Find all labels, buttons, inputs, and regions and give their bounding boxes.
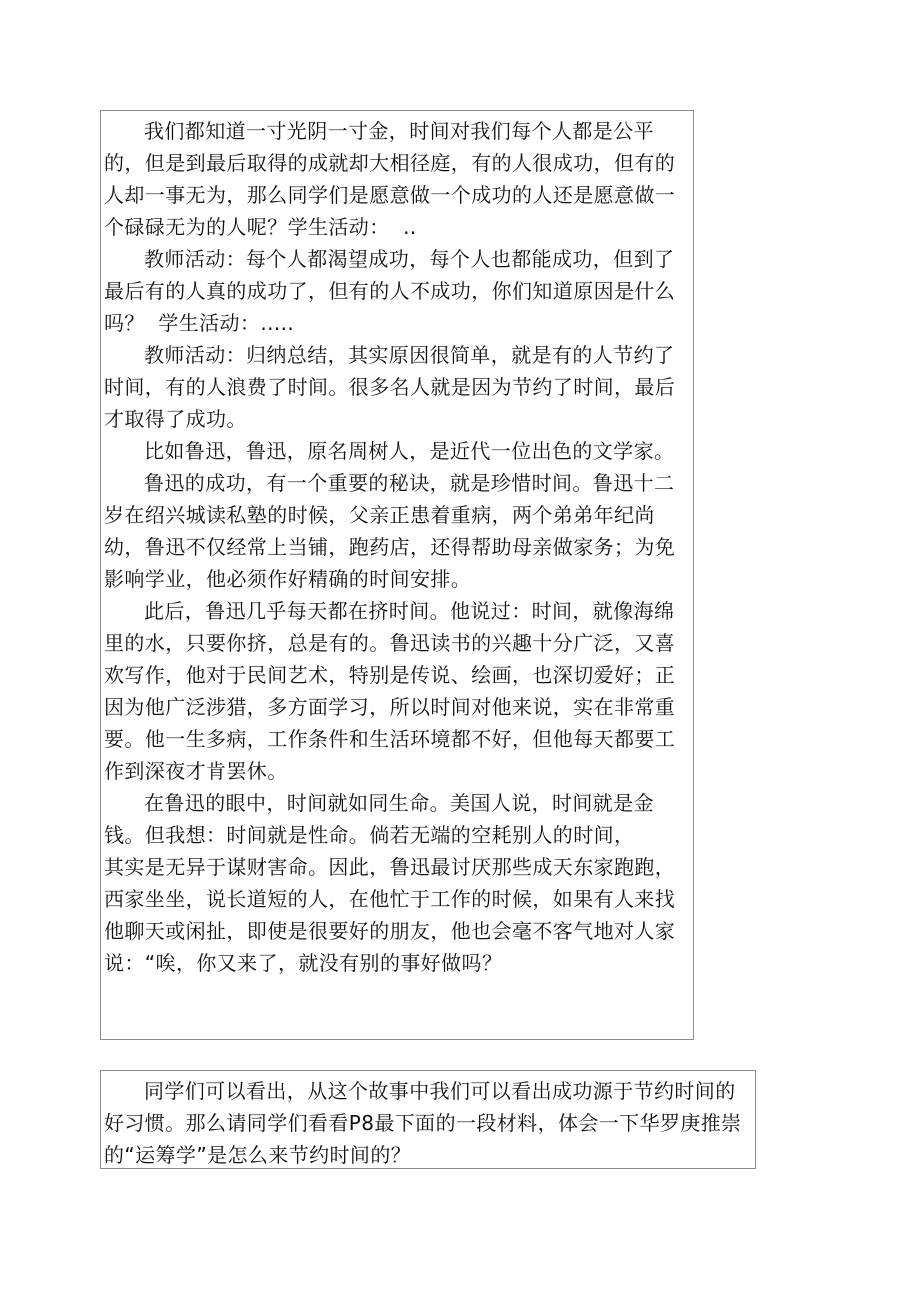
paragraph-summary: 同学们可以看出，从这个故事中我们可以看出成功源于节约时间的好习惯。那么请同学们看看P8最下面的一段材料，体会一下华罗庚推崇的“运筹学”是怎么来节约时间的？ bbox=[104, 1079, 742, 1167]
summary-text-box bbox=[100, 1070, 756, 1169]
paragraph-luxun-secret: 鲁迅的成功，有一个重要的秘诀，就是珍惜时间。鲁迅十二岁在绍兴城读私塾的时候，父亲正患着重病，两个弟弟年纪尚幼，鲁迅不仅经常上当铺，跑药店，还得帮助母亲做家务；为免影响学业，他必须作好精确的时间安排。 bbox=[104, 471, 676, 591]
paragraph-teacher-activity-2: 教师活动：归纳总结，其实原因很简单，就是有的人节约了时间，有的人浪费了时间。很多名人就是因为节约了时间，最后才取得了成功。 bbox=[104, 343, 676, 431]
lesson-text-box bbox=[100, 110, 694, 1040]
paragraph-time-is-life: 在鲁迅的眼中，时间就如同生命。美国人说，时间就是金钱。但我想：时间就是性命。倘若无端的空耗别人的时间， bbox=[104, 791, 654, 847]
paragraph-luxun-squeeze-time: 此后，鲁迅几乎每天都在挤时间。他说过：时间，就像海绵里的水，只要你挤，总是有的。鲁迅读书的兴趣十分广泛，又喜欢写作，他对于民间艺术，特别是传说、绘画，也深切爱好；正因为他广泛涉猎，多方面学习，所以时间对他来说，实在非常重要。他一生多病，工作条件和生活环境都不好，但他每天都要工作到深夜才肯罢休。 bbox=[104, 599, 676, 783]
paragraph-time-is-life-cont: 其实是无异于谋财害命。因此，鲁迅最讨厌那些成天东家跑跑，西家坐坐，说长道短的人，在他忙于工作的时候，如果有人来找他聊天或闲扯，即使是很要好的朋友，他也会毫不客气地对人家说：“唉，你又来了，就没有别的事好做吗？ bbox=[104, 855, 676, 975]
paragraph-teacher-activity-1: 教师活动：每个人都渴望成功，每个人也都能成功，但到了最后有的人真的成功了，但有的人不成功，你们知道原因是什么吗？ 学生活动：..... bbox=[104, 247, 676, 335]
paragraph-intro: 我们都知道一寸光阴一寸金，时间对我们每个人都是公平的，但是到最后取得的成就却大相径庭，有的人很成功，但有的人却一事无为，那么同学们是愿意做一个成功的人还是愿意做一个碌碌无为的人呢？学生活动： .. bbox=[104, 119, 676, 239]
paragraph-luxun-intro: 比如鲁迅，鲁迅，原名周树人，是近代一位出色的文学家。 bbox=[144, 439, 675, 463]
